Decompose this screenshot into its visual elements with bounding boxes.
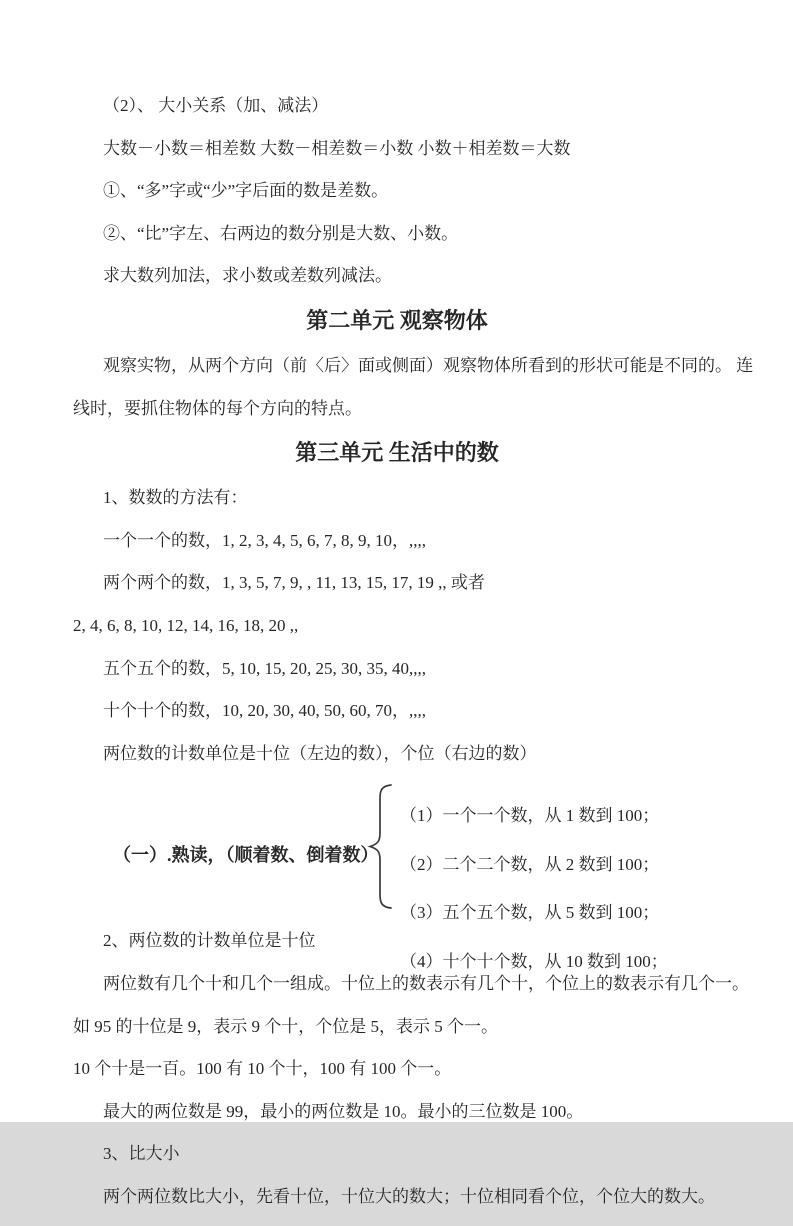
sec3-line: 两位数有几个十和几个一组成。十位上的数表示有几个十，个位上的数表示有几个一。: [103, 973, 749, 993]
unit2-body-line: 观察实物，从两个方向（前〈后〉面或侧面）观察物体所看到的形状可能是不同的。 连: [103, 355, 754, 375]
figure-item: （1）一个一个数，从 1 数到 100；: [400, 806, 660, 826]
figure-item: （2）二个二个数，从 2 数到 100；: [400, 854, 660, 874]
unit3-line: 两个两个的数，1, 3, 5, 7, 9, , 11, 13, 15, 17, 19 ,, 或者: [103, 573, 485, 593]
unit3-line: 两位数的计数单位是十位（左边的数），个位（右边的数）: [103, 743, 537, 763]
unit3-line: 十个十个的数，10, 20, 30, 40, 50, 60, 70，,,,,: [103, 701, 426, 721]
sec3-line: 2、两位数的计数单位是十位: [103, 931, 316, 951]
unit3-line: 五个五个的数，5, 10, 15, 20, 25, 30, 35, 40,,,,: [103, 658, 426, 678]
unit3-line: 一个一个的数，1, 2, 3, 4, 5, 6, 7, 8, 9, 10，,,,,: [103, 530, 426, 550]
unit3-heading: 第三单元 生活中的数: [295, 440, 499, 466]
figure-item-list: [400, 783, 668, 994]
sec3-line: 最大的两位数是 99，最小的两位数是 10。最小的三位数是 100。: [103, 1101, 584, 1121]
sec3-line: 如 95 的十位是 9，表示 9 个十，个位是 5，表示 5 个一。: [73, 1016, 498, 1036]
figure-item: （4）十个十个数，从 10 数到 100；: [400, 951, 668, 971]
sec3-line: 10 个十是一百。100 有 10 个十，100 有 100 个一。: [73, 1059, 452, 1079]
intro-line: （2）、 大小关系（加、减法）: [103, 96, 329, 115]
figure-label: （一）.熟读，（顺着数、倒着数）: [113, 845, 379, 866]
unit3-line: 1、数数的方法有：: [103, 488, 248, 508]
page-content: [73, 76, 754, 1226]
sec3-line: 3、比大小: [103, 1144, 180, 1164]
intro-line: 求大数列加法，求小数或差数列减法。: [103, 266, 392, 286]
figure-item: （3）五个五个数，从 5 数到 100；: [400, 903, 660, 923]
curly-brace-icon: [365, 783, 395, 910]
unit3-line: 2, 4, 6, 8, 10, 12, 14, 16, 18, 20 ,,: [73, 615, 299, 635]
intro-line: ②、“比”字左、右两边的数分别是大数、小数。: [103, 223, 459, 243]
unit2-body-line: 线时，要抓住物体的每个方向的特点。: [73, 398, 362, 418]
intro-line: ①、“多”字或“少”字后面的数是差数。: [103, 181, 389, 201]
unit2-heading: 第二单元 观察物体: [306, 307, 488, 333]
sec3-line: 两个两位数比大小，先看十位，十位大的数大；十位相同看个位，个位大的数大。: [103, 1186, 715, 1206]
intro-line: 大数－小数＝相差数 大数－相差数＝小数 小数＋相差数＝大数: [103, 138, 571, 158]
